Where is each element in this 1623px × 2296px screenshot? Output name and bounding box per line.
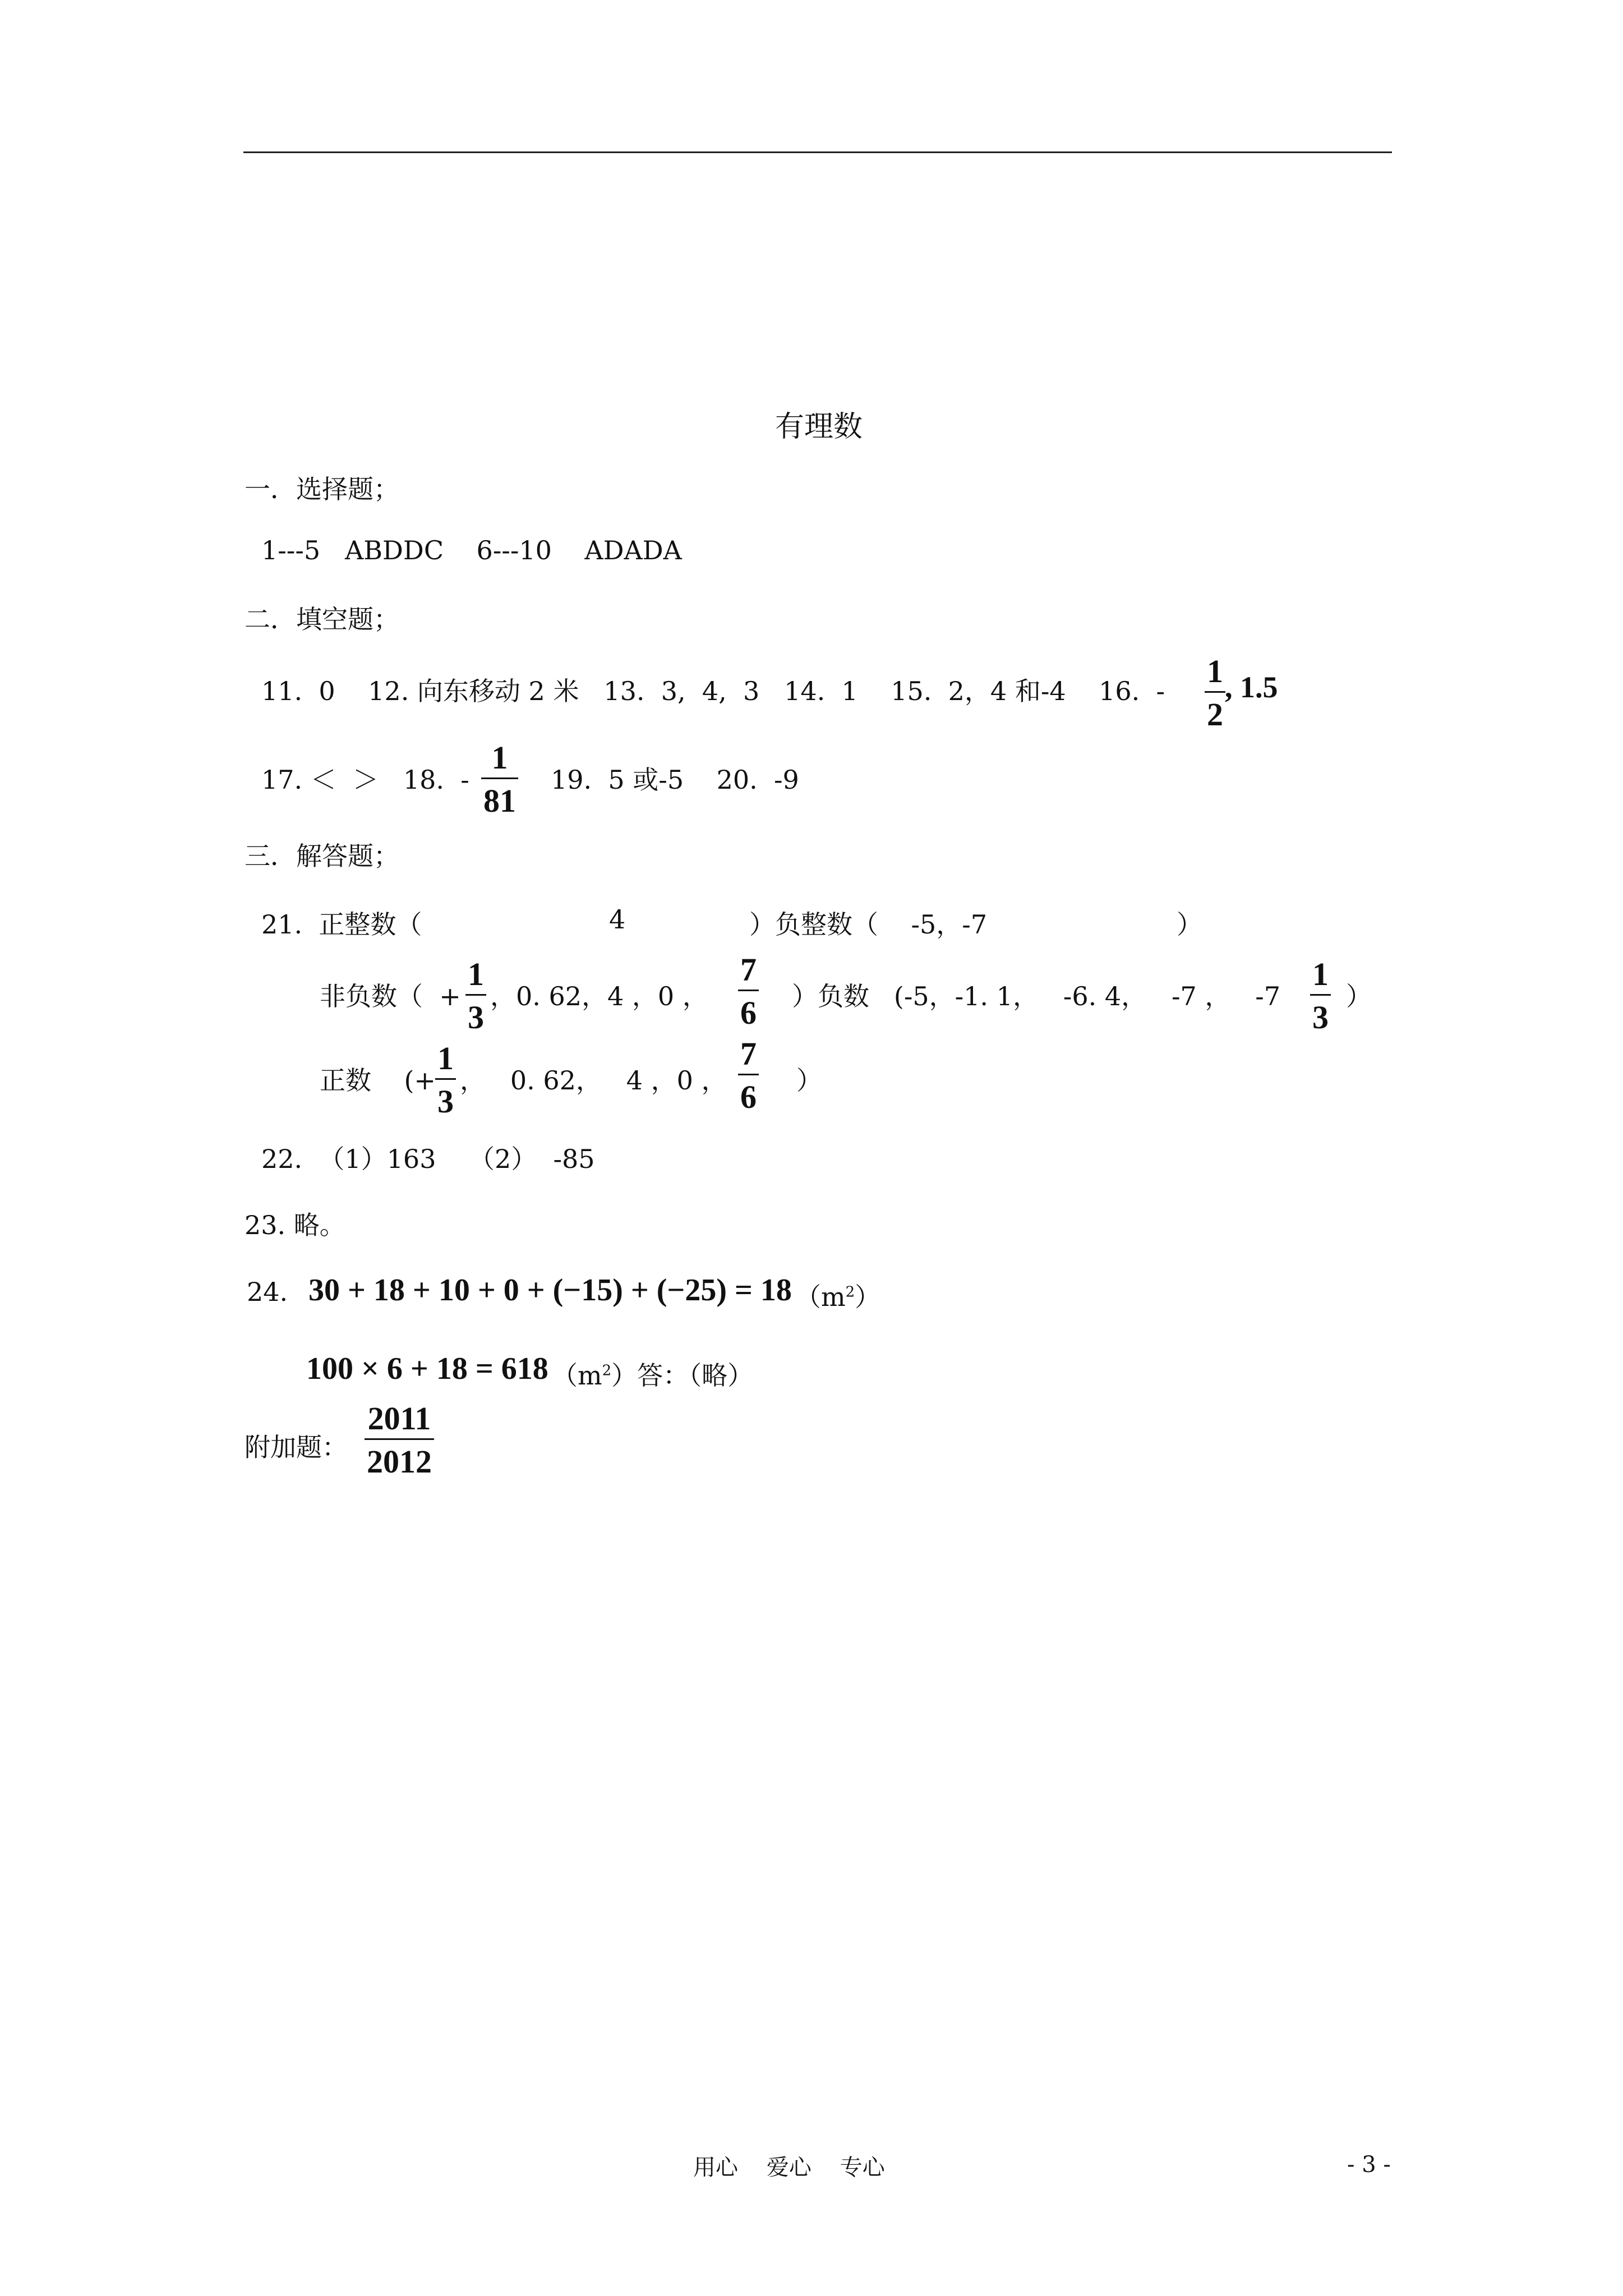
q22-answer: 22. （1）163 （2） -85: [261, 1144, 595, 1174]
q21-positive-seven-sixths: [738, 1038, 759, 1114]
header-rule: [243, 151, 1392, 153]
q21-nonneg-values: ，0. 62，4 ，0 ，: [490, 981, 708, 1011]
seven-sixths-denominator: 6: [740, 995, 757, 1031]
section1-heading: 一．选择题；: [245, 474, 399, 504]
one-third-denominator: 3: [468, 999, 484, 1036]
q16-denominator: 2: [1207, 696, 1223, 733]
q21-line1-close: ）: [1177, 909, 1202, 940]
q21-line3-close: ）: [796, 1065, 822, 1096]
q24-unit-1-close: ）: [855, 1282, 881, 1312]
q24-unit-1-open: （m: [795, 1282, 846, 1312]
q16-numerator: 1: [1207, 653, 1223, 689]
fill-line-2b: 19. 5 或-5 20. -9: [551, 765, 799, 795]
bonus-numerator: 2011: [367, 1400, 431, 1437]
q18-numerator: 1: [491, 739, 508, 776]
section1-answers: 1---5 ABDDC 6---10 ADADA: [261, 535, 682, 565]
q21-line2-close: ）: [1346, 981, 1372, 1011]
q24-unit-1: [795, 1277, 880, 1314]
q18-denominator: 81: [483, 783, 516, 819]
q21-nonneg-label: 非负数（ +: [320, 981, 461, 1011]
pos-seven-sixths-denominator: 6: [740, 1079, 757, 1115]
q24-equation-1: 30 + 18 + 10 + 0 + (−15) + (−25) = 18: [308, 1273, 792, 1308]
q23-answer: 23. 略。: [245, 1210, 345, 1240]
q18-fraction: [481, 739, 518, 819]
q21-negatives: ）负数 (-5，-1. 1， -6. 4， -7 ， -7: [792, 981, 1281, 1011]
fill-line-2a: 17. ＜ ＞ 18. -: [261, 765, 469, 795]
q24-tail: [552, 1355, 753, 1392]
pos-one-third-denominator: 3: [437, 1083, 454, 1120]
q24-conclusion: ）答：（略）: [611, 1360, 754, 1391]
q21-nonneg-seven-sixths: [738, 951, 759, 1031]
bonus-denominator: 2012: [367, 1443, 432, 1480]
q16-fraction: [1205, 655, 1225, 731]
q24-equation-2: 100 × 6 + 18 = 618: [306, 1351, 548, 1386]
mixed-numerator: 1: [1312, 956, 1329, 992]
bonus-label: 附加题：: [245, 1432, 348, 1462]
fill-line-1: 11. 0 12. 向东移动 2 米 13. 3, 4, 3 14. 1 15. 2，4 和-4 16. -: [261, 676, 1165, 706]
section3-heading: 三．解答题；: [245, 841, 399, 871]
q24-label: 24.: [247, 1277, 288, 1307]
q21-neg-seven-one-third: [1310, 958, 1331, 1034]
page-number: - 3 -: [1347, 2152, 1391, 2178]
q21-negative-int: ）负整数（ -5，-7: [749, 909, 988, 940]
q21-positive-one-third: [435, 1042, 456, 1118]
section2-heading: 二．填空题；: [245, 604, 399, 634]
q24-unit-1-sup: 2: [845, 1283, 855, 1301]
q21-positive-label: 正数 (+: [320, 1065, 436, 1096]
q21-nonneg-one-third: [465, 958, 486, 1034]
q24-unit-2-sup: 2: [602, 1362, 612, 1379]
pos-one-third-numerator: 1: [437, 1040, 454, 1076]
one-third-numerator: 1: [468, 956, 484, 992]
seven-sixths-numerator: 7: [740, 951, 757, 988]
mixed-denominator: 3: [1312, 999, 1329, 1036]
q21-positive-int-label: 21. 正整数（: [261, 909, 422, 940]
q16-tail: , 1.5: [1225, 670, 1278, 704]
pos-seven-sixths-numerator: 7: [740, 1036, 757, 1072]
footer-motto: 用心 爱心 专心: [693, 2155, 885, 2180]
q21-positive-values: ， 0. 62， 4 ，0 ，: [460, 1065, 727, 1096]
page-title: 有理数: [775, 410, 863, 444]
bonus-fraction: [365, 1402, 434, 1478]
q21-positive-int-value: 4: [609, 904, 626, 935]
q24-unit-2-open: （m: [552, 1360, 602, 1391]
